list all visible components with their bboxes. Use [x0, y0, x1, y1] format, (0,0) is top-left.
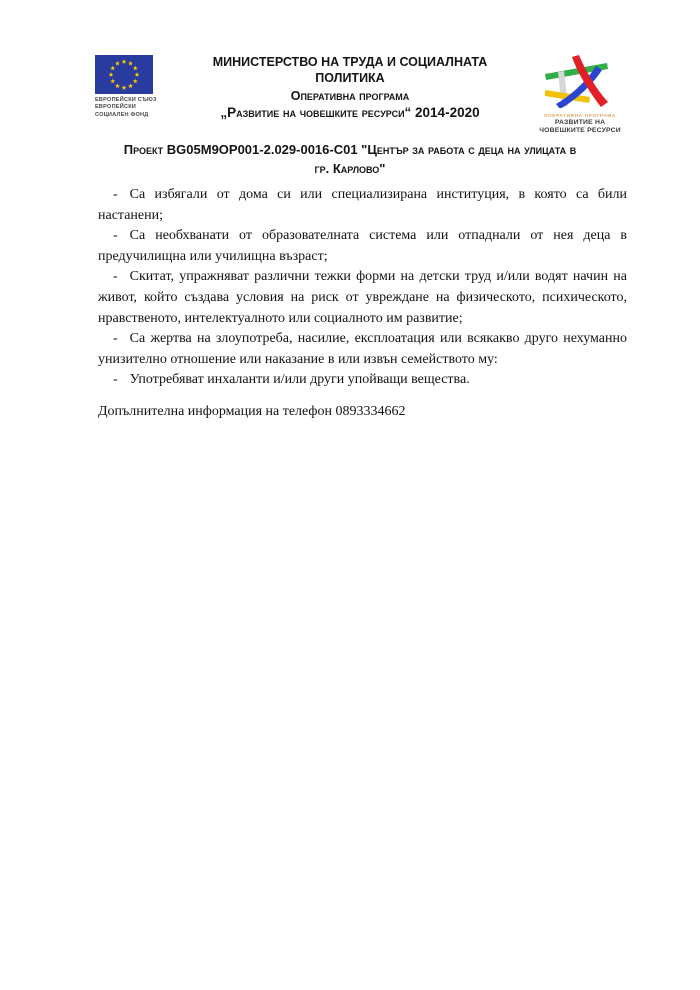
eu-caption-line: СОЦИАЛЕН ФОНД	[95, 111, 149, 118]
list-item	[98, 185, 627, 226]
bullet-dash: -	[113, 187, 118, 202]
bullet-dash: -	[113, 269, 118, 285]
list-item	[98, 329, 627, 370]
bullet-dash: -	[113, 372, 118, 388]
ministry-title: МИНИСТЕРСТВО НА ТРУДА И СОЦИАЛНАТА ПОЛИТИКА	[212, 55, 488, 85]
document-body	[98, 185, 627, 423]
bullet-dash: -	[113, 331, 118, 347]
list-item-text: Скитат, упражняват различни тежки форми на детски труд и/или водят начин на живот, който създава условия на риск от увреждане на физическото, психическото, нравственото, интелектуалното или социалното им развитие;	[98, 269, 627, 326]
eu-caption-line: ЕВРОПЕЙСКИ СЪЮЗ	[95, 97, 157, 103]
hr-caption-line: ЧОВЕШКИТЕ РЕСУРСИ	[539, 127, 621, 135]
contact-note: Допълнителна информация на телефон 0893334662	[98, 403, 406, 419]
list-item-text: Употребяват инхаланти и/или други упойващи вещества.	[129, 372, 470, 388]
programme-name: „Развитие на човешките ресурси“ 2014-2020	[220, 105, 480, 120]
eu-logo-block	[95, 55, 185, 119]
hr-ribbons-icon	[544, 52, 616, 108]
hr-programme-logo-block	[533, 52, 627, 136]
hr-caption-line: РАЗВИТИЕ НА	[554, 119, 606, 126]
list-item-text: Са жертва на злоупотреба, насилие, експлоатация или всякакво друго нехуманно унизително отношение или наказание в или извън семейството му:	[98, 331, 627, 367]
list-item-text: Са необхванати от образователната система или отпаднали от нея деца в предучилищна или училищна възраст;	[98, 228, 627, 264]
eu-caption-line: ЕВРОПЕЙСКИ	[95, 104, 137, 111]
list-item	[98, 226, 627, 267]
list-item	[98, 370, 627, 391]
hr-caption-top: ОПЕРАТИВНА ПРОГРАМА	[544, 113, 616, 118]
programme-label: Оперативна програма	[290, 89, 410, 103]
bullet-dash: -	[113, 228, 118, 244]
list-item-text: Са избягали от дома си или специализирана институция, в която са били настанени;	[98, 187, 627, 223]
list-item	[98, 267, 627, 329]
eu-flag-icon	[95, 55, 153, 94]
project-title: Проект BG05M9OP001-2.029-0016-C01 "Център за работа с деца на улицата в гр. Карлово"	[123, 142, 577, 176]
header-center	[180, 54, 520, 121]
